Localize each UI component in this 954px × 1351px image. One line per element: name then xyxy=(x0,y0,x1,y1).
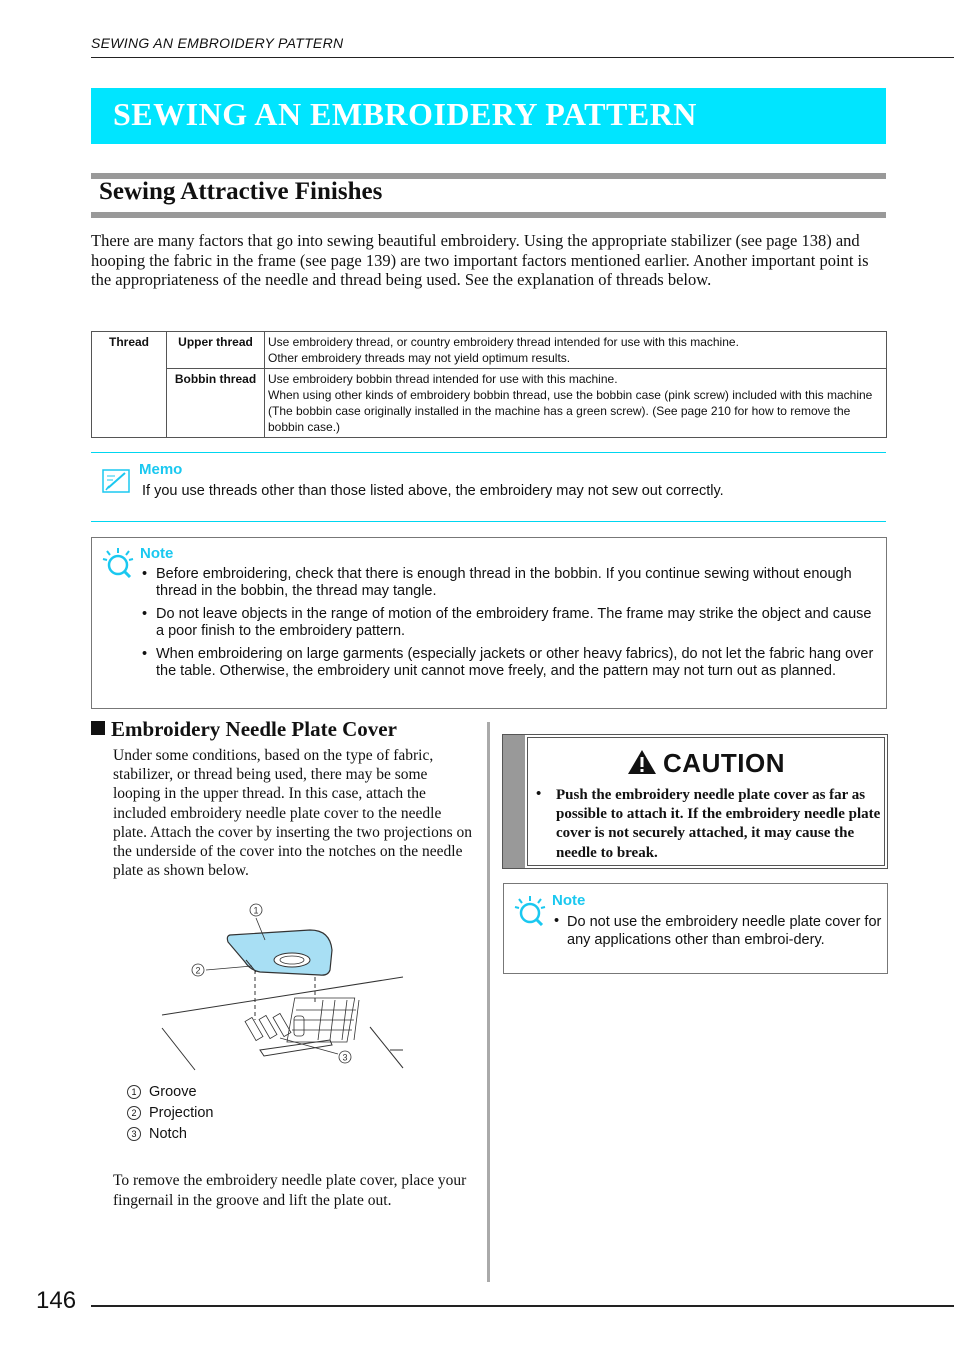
memo-label: Memo xyxy=(139,461,183,478)
closing-paragraph: To remove the embroidery needle plate cover, place your fingernail in the groove and lift the plate out. xyxy=(113,1172,467,1209)
upper-thread-desc xyxy=(265,332,887,369)
bobbin-thread-desc xyxy=(265,369,887,438)
note-box xyxy=(91,537,887,709)
bobbin-thread-line: When using other kinds of embroidery bobbin thread, use the bobbin case (pink screw) included with this machine (The bobbin case originally installed in the machine has a green screw). (See page 210 for how to remove the bobbin case.) xyxy=(268,388,873,434)
legend-label: Projection xyxy=(149,1105,214,1121)
legend-item xyxy=(127,1084,197,1100)
svg-text:1: 1 xyxy=(253,905,259,916)
note-bulb-icon xyxy=(102,546,134,578)
legend-number: 1 xyxy=(127,1085,141,1099)
running-header: SEWING AN EMBROIDERY PATTERN xyxy=(91,35,344,51)
subsection-heading xyxy=(91,717,397,742)
legend-number: 2 xyxy=(127,1106,141,1120)
page-title: SEWING AN EMBROIDERY PATTERN xyxy=(113,96,697,132)
note-list xyxy=(142,566,877,686)
upper-thread-cell: Upper thread xyxy=(167,332,265,369)
svg-text:3: 3 xyxy=(342,1052,348,1063)
thread-header-cell: Thread xyxy=(92,332,167,438)
note-label: Note xyxy=(140,545,174,562)
caution-box xyxy=(502,734,888,869)
table-row xyxy=(92,332,887,369)
caution-heading xyxy=(528,748,884,779)
legend-label: Notch xyxy=(149,1126,187,1142)
caution-stripe xyxy=(503,735,525,868)
warning-triangle-icon xyxy=(627,749,657,775)
table-row xyxy=(92,369,887,438)
legend-number: 3 xyxy=(127,1127,141,1141)
note2-text: Do not use the embroidery needle plate cover for any applications other than embroi-dery. xyxy=(567,914,882,948)
upper-thread-line: Other embroidery threads may not yield optimum results. xyxy=(268,351,571,365)
subsection-title: Embroidery Needle Plate Cover xyxy=(111,717,397,741)
memo-text: If you use threads other than those listed above, the embroidery may not sew out correctly. xyxy=(142,483,724,499)
bobbin-thread-line: Use embroidery bobbin thread intended for use with this machine. xyxy=(268,372,618,386)
column-divider xyxy=(487,722,490,1282)
legend-item xyxy=(127,1105,213,1121)
section-rule-bottom xyxy=(91,212,886,218)
svg-text:2: 2 xyxy=(195,965,201,976)
header-rule xyxy=(91,57,954,58)
bobbin-thread-cell: Bobbin thread xyxy=(167,369,265,438)
caution-inner xyxy=(527,737,885,866)
thread-table xyxy=(91,331,887,438)
list-item: • Do not leave objects in the range of motion of the embroidery frame. The frame may strike the object and cause a poor finish to the embroidery pattern. xyxy=(142,606,877,640)
page-number: 146 xyxy=(36,1287,77,1314)
memo-pencil-icon xyxy=(101,467,133,495)
note-bulb-icon xyxy=(514,894,546,926)
note2-bullet: • xyxy=(554,913,560,929)
title-bar xyxy=(91,88,886,144)
list-item: • Before embroidering, check that there is enough thread in the bobbin. If you continue sewing without enough thread in the bobbin, the thread may tangle. xyxy=(142,566,877,600)
subsection-body: Under some conditions, based on the type of fabric, stabilizer, or thread being used, there may be some looping in the upper thread. In this case, attach the included embroidery needle plate cover to the needle plate. Attach the cover by inserting the two projections on the underside of the cover into the notches on the needle plate as shown below. xyxy=(113,747,472,880)
note2-label: Note xyxy=(552,892,586,909)
square-bullet-icon xyxy=(91,721,105,735)
section-title: Sewing Attractive Finishes xyxy=(99,178,383,205)
intro-paragraph: There are many factors that go into sewing beautiful embroidery. Using the appropriate stabilizer (see page 138) and hooping the fabric in the frame (see page 139) are two important factors mentioned earlier. Another important point is the appropriateness of the needle and thread being used. See the explanation of threads below. xyxy=(91,231,869,289)
note2-box xyxy=(503,883,888,974)
legend-item xyxy=(127,1126,187,1142)
list-item: • When embroidering on large garments (especially jackets or other heavy fabrics), do not let the fabric hang over the table. Otherwise, the embroidery unit cannot move freely, and the pattern may not turn out as planned. xyxy=(142,646,877,680)
memo-box xyxy=(91,452,886,522)
legend-label: Groove xyxy=(149,1084,197,1100)
caution-label: CAUTION xyxy=(663,748,785,778)
needle-plate-cover-illustration xyxy=(160,900,405,1072)
footer-rule xyxy=(91,1305,954,1307)
caution-text: Push the embroidery needle plate cover as far as possible to attach it. If the embroidery needle plate cover is not securely attached, it may cause the needle to break. xyxy=(556,787,881,861)
caution-bullet: • xyxy=(536,786,542,802)
upper-thread-line: Use embroidery thread, or country embroidery thread intended for use with this machine. xyxy=(268,335,739,349)
